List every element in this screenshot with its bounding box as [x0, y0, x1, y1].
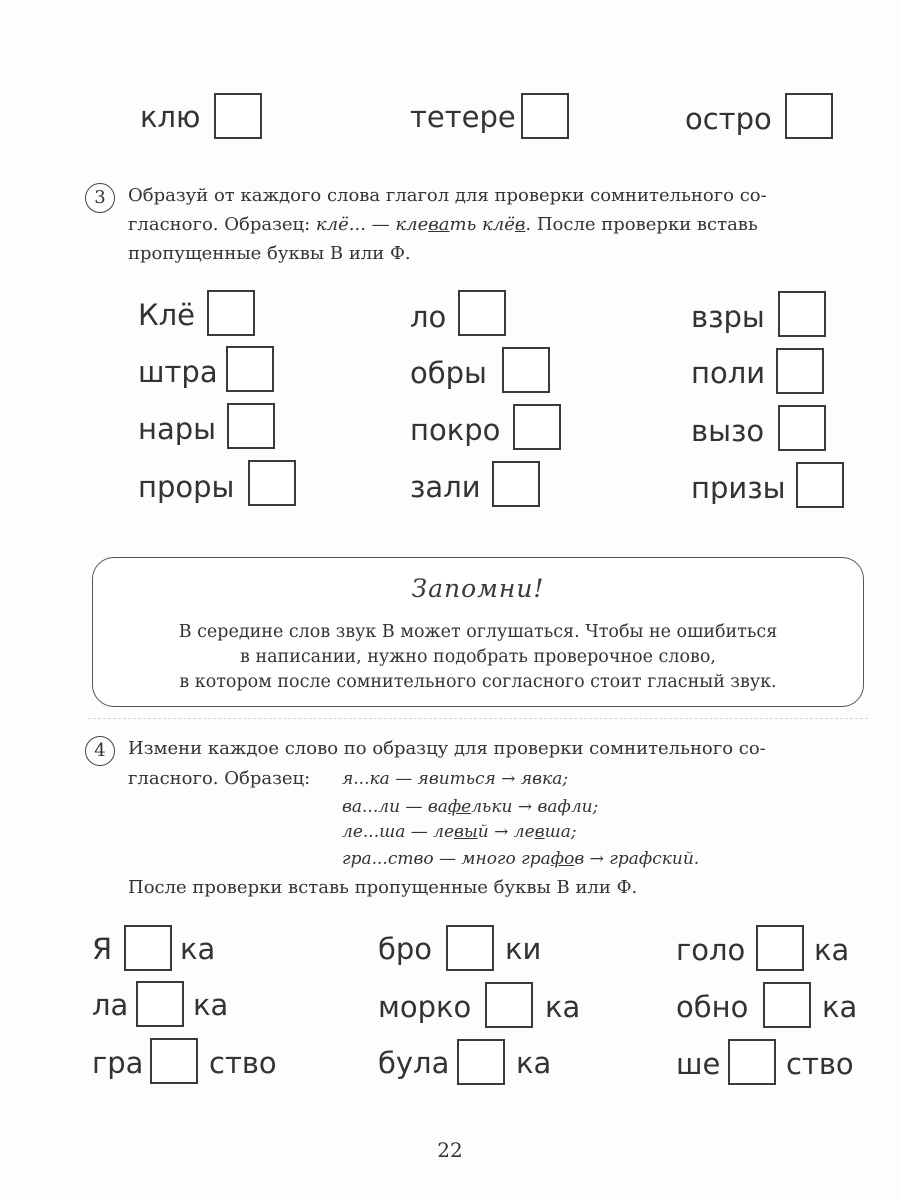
task3-text: гласного. Образец:	[128, 214, 316, 235]
t3-word: обры	[410, 356, 487, 390]
t3-word: призы	[691, 471, 786, 505]
t4-prefix: бро	[378, 932, 433, 966]
answer-box[interactable]	[446, 925, 494, 971]
t4-prefix: ла	[92, 988, 129, 1022]
task3-text-end: . После проверки вставь	[525, 214, 758, 235]
task4-line-after: После проверки вставь пропущенные буквы В или Ф.	[128, 877, 638, 898]
remember-panel	[92, 557, 864, 707]
answer-box[interactable]	[513, 404, 561, 450]
answer-box[interactable]	[728, 1039, 776, 1085]
task4-line-2: гласного. Образец:	[128, 768, 311, 789]
answer-box[interactable]	[776, 348, 824, 394]
task4-example-2: ва...ли — вафельки → вафли;	[342, 797, 599, 817]
t4-suffix: ка	[545, 990, 581, 1024]
t4-suffix: ка	[180, 932, 216, 966]
page-number: 22	[437, 1138, 463, 1162]
answer-box[interactable]	[485, 982, 533, 1028]
remember-line-3: в котором после сомнительного согласного стоит гласный звук.	[179, 672, 777, 692]
t4-prefix: морко	[378, 990, 472, 1024]
t3-word: зали	[410, 470, 481, 504]
top-word-1: клю	[140, 100, 201, 134]
task3-sample: клё... — клевать клёв	[315, 214, 526, 235]
answer-box[interactable]	[778, 405, 826, 451]
t3-word: вызо	[691, 414, 765, 448]
answer-box[interactable]	[248, 460, 296, 506]
answer-box[interactable]	[226, 346, 274, 392]
task3-line-2	[128, 210, 758, 239]
answer-box[interactable]	[124, 925, 172, 971]
answer-box[interactable]	[778, 291, 826, 337]
answer-box[interactable]	[136, 981, 184, 1027]
t4-suffix: ка	[193, 988, 229, 1022]
t4-prefix: голо	[676, 933, 746, 967]
t3-word: проры	[138, 470, 235, 504]
task4-example-3: ле...ша — левый → левша;	[342, 822, 577, 842]
task3-line-1: Образуй от каждого слова глагол для проверки сомнительного со-	[128, 185, 767, 206]
answer-box[interactable]	[763, 982, 811, 1028]
answer-box[interactable]	[492, 461, 540, 507]
task3-line-3: пропущенные буквы В или Ф.	[128, 243, 411, 264]
answer-box[interactable]	[207, 290, 255, 336]
remember-title: Запомни!	[411, 574, 545, 603]
t4-suffix: ка	[814, 933, 850, 967]
task4-example-4: гра...ство — много графов → графский.	[342, 849, 700, 869]
answer-box[interactable]	[502, 347, 550, 393]
remember-line-1: В середине слов звук В может оглушаться. Чтобы не ошибиться	[178, 622, 778, 642]
t3-word: нары	[138, 412, 217, 446]
remember-line-2: в написании, нужно подобрать проверочное слово,	[240, 647, 716, 667]
task4-line-1: Измени каждое слово по образцу для проверки сомнительного со-	[128, 738, 766, 759]
task4-example-1: я...ка — явиться → явка;	[342, 769, 569, 789]
answer-box[interactable]	[796, 462, 844, 508]
t4-suffix: ки	[505, 932, 542, 966]
t4-prefix: була	[378, 1046, 450, 1080]
answer-box[interactable]	[457, 1039, 505, 1085]
task-number-3: 3	[85, 183, 115, 213]
t3-word: покро	[410, 413, 501, 447]
answer-box[interactable]	[458, 290, 506, 336]
t3-word: поли	[691, 356, 766, 390]
answer-box[interactable]	[785, 93, 833, 139]
answer-box[interactable]	[227, 403, 275, 449]
t4-prefix: Я	[92, 932, 113, 966]
t3-word: взры	[691, 300, 765, 334]
answer-box[interactable]	[150, 1038, 198, 1084]
t4-prefix: гра	[92, 1046, 144, 1080]
t3-word: Клё	[138, 298, 195, 332]
t4-prefix: обно	[676, 990, 749, 1024]
top-word-3: остро	[685, 102, 772, 136]
t4-suffix: ство	[209, 1046, 277, 1080]
t3-word: ло	[410, 300, 447, 334]
t4-prefix: ше	[676, 1047, 721, 1081]
t4-suffix: ка	[822, 990, 858, 1024]
divider	[88, 718, 868, 719]
top-word-2: тетере	[410, 100, 516, 134]
task-number-4: 4	[85, 736, 115, 766]
t4-suffix: ка	[516, 1046, 552, 1080]
t4-suffix: ство	[786, 1047, 854, 1081]
answer-box[interactable]	[756, 925, 804, 971]
answer-box[interactable]	[214, 93, 262, 139]
answer-box[interactable]	[521, 93, 569, 139]
t3-word: штра	[138, 355, 218, 389]
